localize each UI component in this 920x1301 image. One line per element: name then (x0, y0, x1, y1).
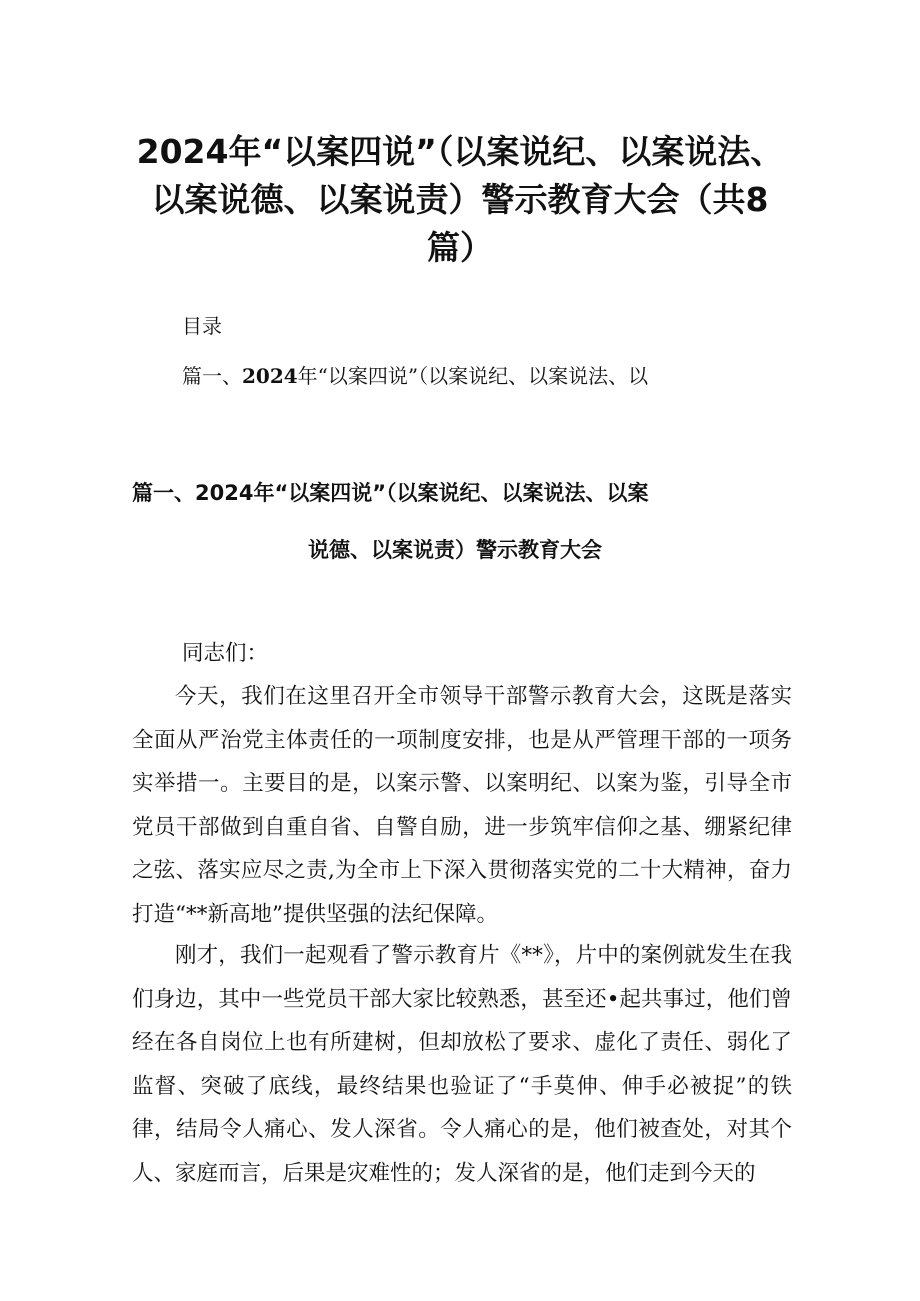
title-line: 篇） (427, 228, 493, 267)
body-paragraph: 今天，我们在这里召开全市领导干部警示教育大会，这既是落实全面从严治党主体责任的一项制度安排，也是从严管理干部的一项务实举措一。主要目的是，以案示警、以案明纪、以案为鉴，引导全市党员干部做到自重自省、自警自励，进一步筑牢信仰之基、绷紧纪律之弦、落实应尽之责,为全市上下深入贯彻落实党的二十大精神，奋力打造“**新高地”提供坚强的法纪保障。 (132, 684, 792, 927)
toc-item-year: 2024 (242, 364, 298, 388)
toc-item[interactable] (182, 362, 648, 390)
greeting: 同志们： (182, 641, 269, 666)
document-title (120, 128, 800, 272)
title-line: 2024年“以案四说”（以案说纪、以案说法、 (136, 132, 784, 171)
toc-item-text: 年“以案四说”（以案说纪、以案说法、以 (297, 364, 649, 388)
title-line: 以案说德、以案说责）警示教育大会（共8 (151, 180, 769, 219)
toc-heading: 目录 (182, 314, 222, 338)
body-paragraph: 刚才，我们一起观看了警示教育片《**》，片中的案例就发生在我们身边，其中一些党员干部大家比较熟悉，甚至还•起共事过，他们曾经在各自岗位上也有所建树，但却放松了要求、虚化了责任、弱化了监督、突破了底线，最终结果也验证了“手莫伸、伸手必被捉”的铁律，结局令人痛心、发人深省。令人痛心的是，他们被查处，对其个人、家庭而言，后果是灾难性的；发人深省的是，他们走到今天的 (132, 943, 792, 1186)
section-title-continued: 说德、以案说责）警示教育大会 (308, 538, 602, 562)
section-title: 篇一、2024年“以案四说”（以案说纪、以案说法、以案 (132, 481, 649, 505)
toc-item-prefix: 篇一、 (182, 364, 242, 388)
